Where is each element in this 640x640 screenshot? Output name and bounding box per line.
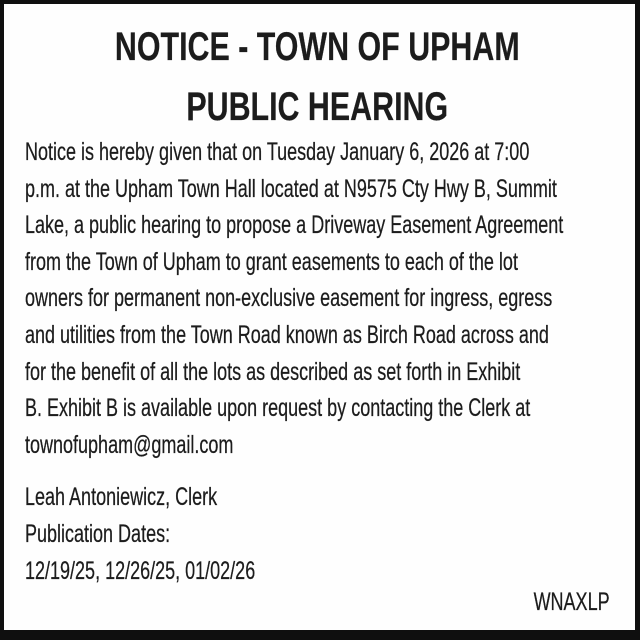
- body-line-text: owners for permanent non-exclusive easement for ingress, egress: [25, 284, 553, 313]
- body-line-text: p.m. at the Upham Town Hall located at N9575 Cty Hwy B, Summit: [25, 174, 557, 203]
- body-line: [25, 207, 610, 244]
- body-line: [25, 134, 610, 171]
- notice-title-line-1-text: NOTICE - TOWN OF UPHAM: [115, 25, 520, 69]
- body-line-text: from the Town of Upham to grant easements to each of the lot: [25, 247, 518, 276]
- body-line-text: B. Exhibit B is available upon request by contacting the Clerk at: [25, 394, 531, 423]
- body-line: [25, 244, 610, 281]
- notice-title-line-1: [25, 17, 610, 77]
- wnaxlp-tag-line: [25, 584, 610, 621]
- body-line-text: Lake, a public hearing to propose a Driveway Easement Agreement: [25, 211, 564, 240]
- notice-title: [25, 17, 610, 137]
- body-line: [25, 354, 610, 391]
- notice-title-line-2: [25, 77, 610, 137]
- body-line: [25, 390, 610, 427]
- body-line-text: for the benefit of all the lots as described as set forth in Exhibit: [25, 357, 521, 386]
- body-line: [25, 171, 610, 208]
- wnaxlp-tag: WNAXLP: [533, 588, 610, 617]
- clerk-signature-line: [25, 479, 610, 516]
- body-line: [25, 280, 610, 317]
- notice-footer: [25, 479, 610, 620]
- contact-email-text: townofupham@gmail.com: [25, 430, 234, 459]
- body-line-text: Notice is hereby given that on Tuesday January 6, 2026 at 7:00: [25, 138, 530, 166]
- notice-title-line-2-text: PUBLIC HEARING: [186, 85, 449, 129]
- body-line: [25, 317, 610, 354]
- body-line-email: [25, 427, 610, 464]
- publication-dates-label-line: [25, 516, 610, 553]
- clerk-signature-text: Leah Antoniewicz, Clerk: [25, 483, 218, 512]
- publication-dates-values: 12/19/25, 12/26/25, 01/02/26: [25, 556, 256, 585]
- notice-body: [25, 134, 610, 463]
- publication-dates-label: Publication Dates:: [25, 519, 171, 548]
- body-line-text: and utilities from the Town Road known as Birch Road across and: [25, 320, 549, 349]
